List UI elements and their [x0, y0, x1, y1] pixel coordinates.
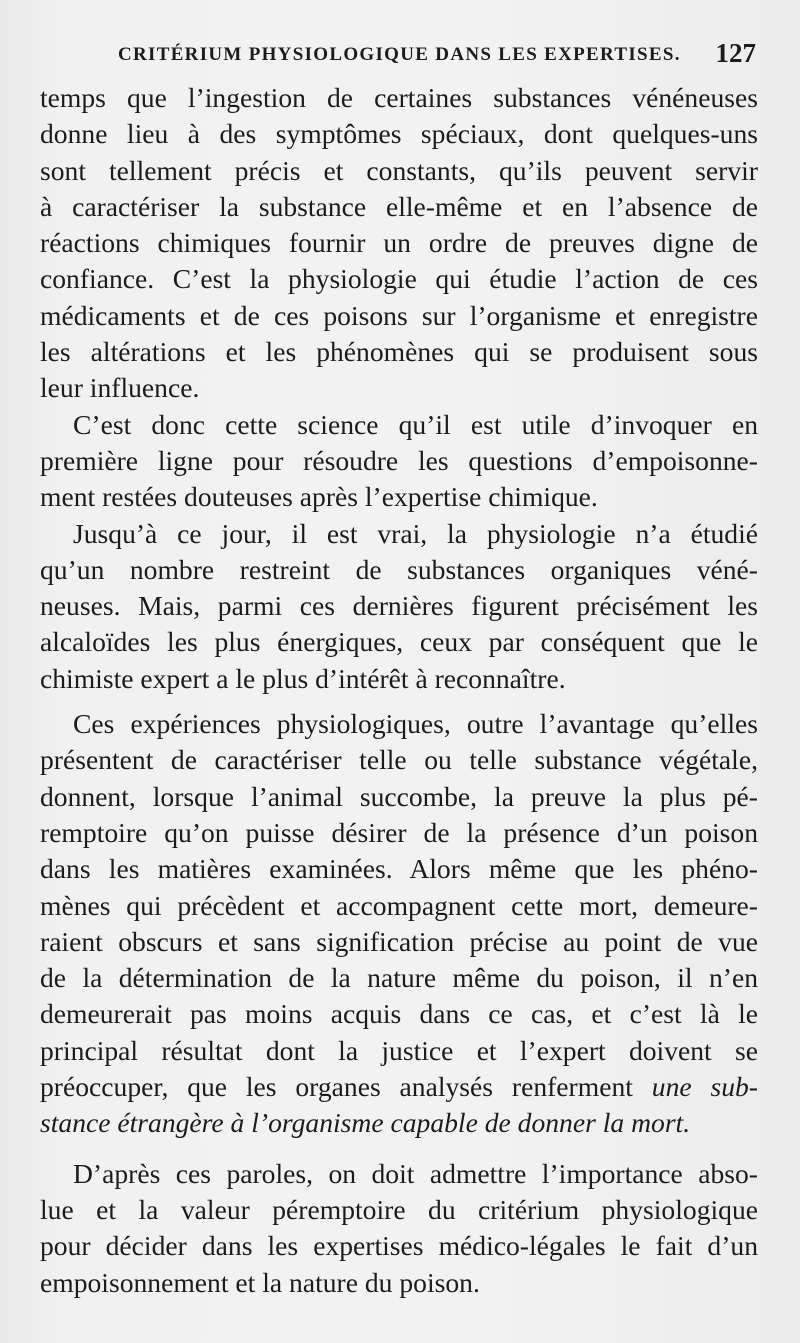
text-line: lue et la valeur péremptoire du critérium physiologique [40, 1193, 758, 1225]
text-line: qu’un nombre restreint de substances organiques véné- [40, 553, 758, 585]
text-line: neuses. Mais, parmi ces dernières figurent précisément les [40, 590, 758, 622]
text-line: empoisonnement et la nature du poison. [40, 1266, 480, 1298]
paragraph-5 [40, 1156, 758, 1301]
paragraph-gap [40, 1142, 758, 1156]
text-line: dans les matières examinées. Alors même que les phéno- [40, 853, 758, 885]
text-line: confiance. C’est la physiologie qui étudie l’action de ces [40, 263, 758, 295]
paragraph-3 [40, 516, 758, 697]
page-number: 127 [715, 38, 756, 68]
text-line: Ces expériences physiologiques, outre l’avantage qu’elles [73, 708, 758, 740]
running-title: CRITÉRIUM PHYSIOLOGIQUE DANS LES EXPERTISES. [118, 44, 681, 65]
text-line: ment restées douteuses après l’expertise chimique. [40, 481, 598, 513]
text-line: alcaloïdes les plus énergiques, ceux par conséquent que le [40, 626, 758, 658]
text-line-italic [40, 1105, 758, 1141]
text-line: temps que l’ingestion de certaines substances vénéneuses [40, 82, 758, 113]
text-line: Jusqu’à ce jour, il est vrai, la physiologie n’a étudié [73, 517, 758, 549]
text-line: C’est donc cette science qu’il est utile d’invoquer en [73, 408, 758, 440]
text-line: sont tellement précis et constants, qu’ils peuvent servir [40, 154, 758, 186]
text-line: médicaments et de ces poisons sur l’organisme et enregistre [40, 299, 758, 331]
page-header [40, 38, 758, 72]
text-line: à caractériser la substance elle-même et en l’absence de [40, 190, 758, 222]
text-line: première ligne pour résoudre les questions d’empoisonne- [40, 444, 758, 476]
text-line: raient obscurs et sans signification précise au point de vue [40, 925, 758, 957]
text-line-with-italic [40, 1069, 758, 1105]
text-line: de la détermination de la nature même du poison, il n’en [40, 962, 758, 994]
text-line: mènes qui précèdent et accompagnent cette mort, demeure- [40, 889, 758, 921]
text-line: présentent de caractériser telle ou telle substance végétale, [40, 744, 758, 776]
text-line: réactions chimiques fournir un ordre de preuves digne de [40, 227, 758, 259]
text-line: donnent, lorsque l’animal succombe, la preuve la plus pé- [40, 780, 758, 812]
paragraph-2 [40, 407, 758, 516]
paragraph-4 [40, 706, 758, 1142]
text-line: leur influence. [40, 372, 200, 404]
italic-segment: stance étrangère à l’organisme capable de donner la mort. [40, 1107, 691, 1139]
text-line: les altérations et les phénomènes qui se produisent sous [40, 336, 758, 368]
text-line: chimiste expert a le plus d’intérêt à reconnaître. [40, 662, 566, 694]
text-line: pour décider dans les expertises médico-légales le fait d’un [40, 1230, 758, 1262]
paragraph-1 [40, 80, 758, 407]
body-text [40, 80, 758, 1301]
text-line: donne lieu à des symptômes spéciaux, dont quelques-uns [40, 118, 758, 150]
text-segment: préoccuper, que les organes analysés renferment [40, 1071, 633, 1103]
text-line: principal résultat dont la justice et l’expert doivent se [40, 1034, 758, 1066]
italic-segment: une sub- [651, 1071, 758, 1103]
text-line: demeurerait pas moins acquis dans ce cas, et c’est là le [40, 998, 758, 1030]
text-line: remptoire qu’on puisse désirer de la présence d’un poison [40, 816, 758, 848]
text-line: D’après ces paroles, on doit admettre l’importance abso- [73, 1157, 758, 1189]
paragraph-gap [40, 697, 758, 706]
